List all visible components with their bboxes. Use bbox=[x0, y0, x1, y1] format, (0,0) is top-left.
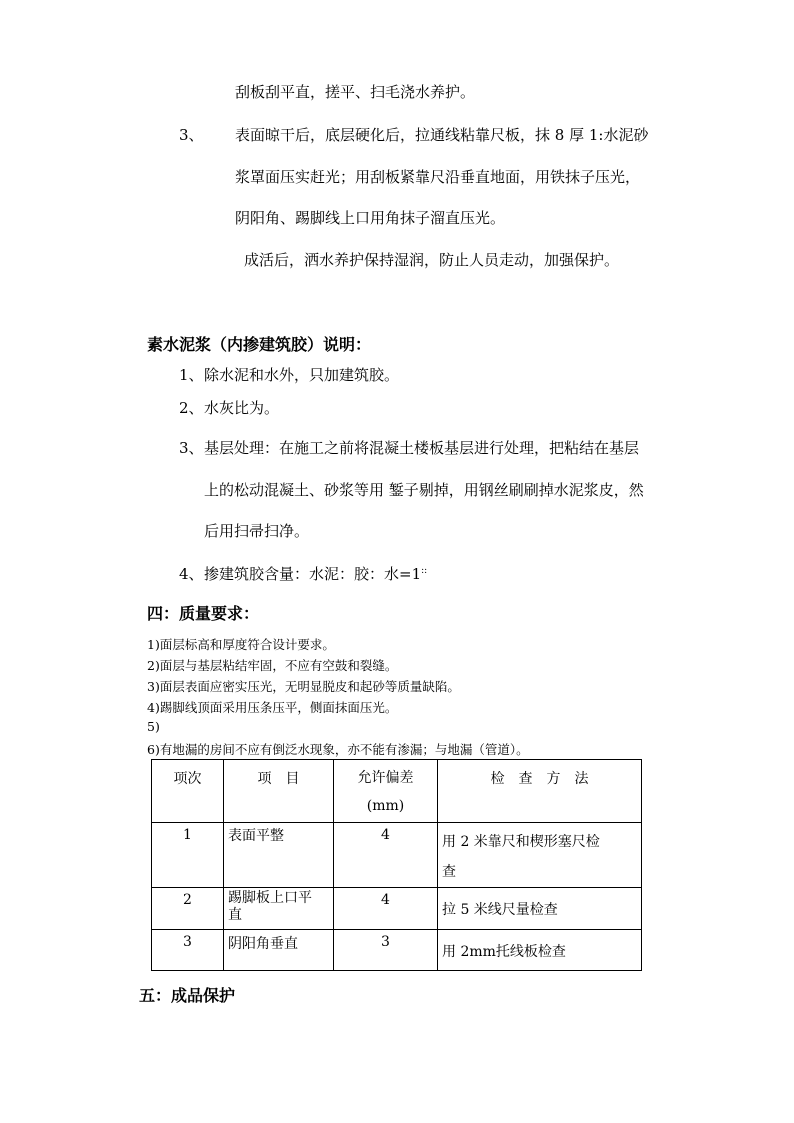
section-heading: 五：成品保护 bbox=[139, 986, 236, 1005]
paragraph-line: 刮板刮平直，搓平、扫毛浇水养护。 bbox=[235, 83, 476, 101]
header-text: (mm) bbox=[366, 798, 405, 814]
table-cell: 4 bbox=[334, 888, 438, 930]
requirement-line: 5) bbox=[147, 719, 160, 734]
table-cell: 表面平整 bbox=[224, 823, 334, 888]
paragraph-note: 成活后，洒水养护保持湿润，防止人员走动，加强保护。 bbox=[244, 251, 620, 269]
table-cell: 2 bbox=[152, 888, 224, 930]
requirement-line: 3)面层表面应密实压光，无明显脱皮和起砂等质量缺陷。 bbox=[147, 679, 460, 694]
table-cell bbox=[224, 888, 334, 930]
list-item: 水灰比为。 bbox=[204, 399, 280, 417]
section-heading: 素水泥浆（内掺建筑胶）说明： bbox=[147, 335, 372, 354]
table-cell: 阴阳角垂直 bbox=[224, 930, 334, 971]
ratio-superscript: :: bbox=[421, 566, 428, 576]
header-cell: 项次 bbox=[152, 760, 224, 823]
item-number: 1、 bbox=[179, 366, 204, 384]
requirement-line: 1)面层标高和厚度符合设计要求。 bbox=[147, 637, 335, 652]
list-item bbox=[204, 563, 427, 584]
cell-text: 踢脚板上口平 bbox=[228, 890, 312, 906]
header-text: 允许偏差 bbox=[357, 770, 414, 786]
header-cell: 项 目 bbox=[224, 760, 334, 823]
paragraph-line: 浆罩面压实赶光；用刮板紧靠尺沿垂直地面，用铁抹子压光， bbox=[235, 168, 641, 186]
table-cell bbox=[438, 823, 642, 888]
table-cell: 用 2mm托线板检查 bbox=[438, 930, 642, 971]
table-row bbox=[152, 823, 642, 888]
header-cell bbox=[334, 760, 438, 823]
requirement-line: 2)面层与基层粘结牢固，不应有空鼓和裂缝。 bbox=[147, 658, 398, 673]
list-item: 后用扫帚扫净。 bbox=[204, 522, 310, 540]
table-header-row bbox=[152, 760, 642, 823]
header-cell: 检 查 方 法 bbox=[438, 760, 642, 823]
item-number: 3、 bbox=[179, 126, 204, 144]
paragraph-line: 表面晾干后，底层硬化后，拉通线粘靠尺板，抹 8 厚 1:水泥砂 bbox=[235, 126, 649, 144]
list-item: 基层处理：在施工之前将混凝土楼板基层进行处理，把粘结在基层 bbox=[204, 439, 640, 457]
requirement-line: 4)踢脚线顶面采用压条压平，侧面抹面压光。 bbox=[147, 700, 398, 715]
table-cell: 4 bbox=[334, 823, 438, 888]
paragraph-line: 阴阳角、踢脚线上口用角抹子溜直压光。 bbox=[235, 209, 506, 227]
table-cell: 拉 5 米线尺量检查 bbox=[438, 888, 642, 930]
section-heading: 四：质量要求： bbox=[147, 604, 260, 623]
table-row bbox=[152, 888, 642, 930]
requirement-line: 6)有地漏的房间不应有倒泛水现象，亦不能有渗漏；与地漏（管道）。 bbox=[147, 742, 529, 757]
list-item-text: 掺建筑胶含量：水泥：胶：水=1 bbox=[204, 565, 422, 583]
item-number: 2、 bbox=[179, 399, 204, 417]
cell-text: 用 2 米靠尺和楔形塞尺检 bbox=[442, 834, 600, 850]
list-item: 除水泥和水外，只加建筑胶。 bbox=[204, 366, 400, 384]
table-cell: 3 bbox=[152, 930, 224, 971]
table-cell: 1 bbox=[152, 823, 224, 888]
cell-text: 直 bbox=[228, 907, 242, 923]
quality-table bbox=[151, 759, 642, 971]
table-cell: 3 bbox=[334, 930, 438, 971]
cell-text: 查 bbox=[442, 864, 456, 880]
item-number: 3、 bbox=[179, 439, 204, 457]
item-number: 4、 bbox=[179, 565, 204, 583]
list-item: 上的松动混凝土、砂浆等用 錾子剔掉，用钢丝刷刷掉水泥浆皮，然 bbox=[204, 481, 644, 499]
table-row bbox=[152, 930, 642, 971]
